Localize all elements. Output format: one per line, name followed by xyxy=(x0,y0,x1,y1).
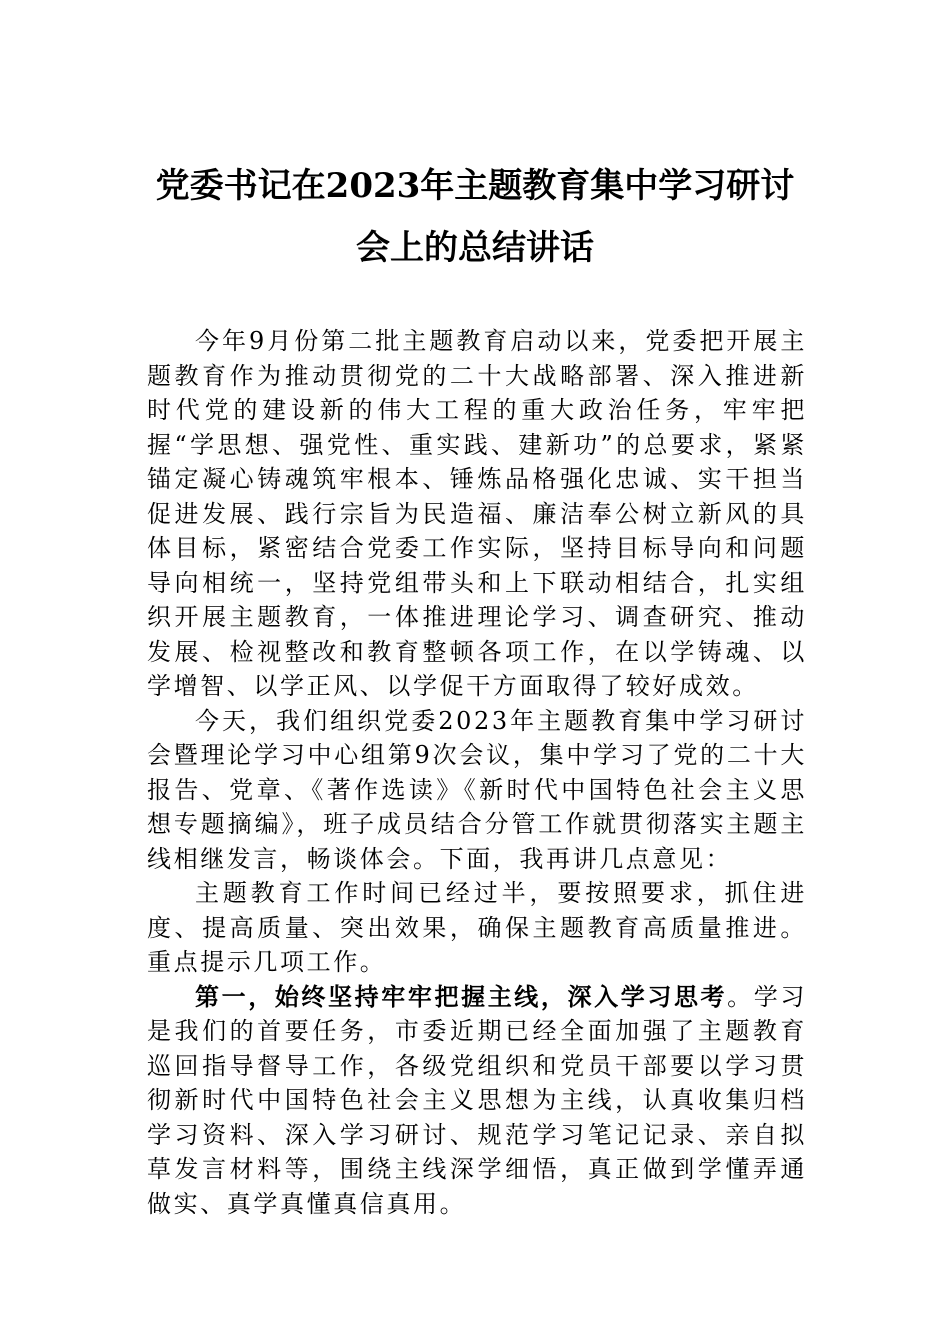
paragraph-text: 主题教育工作时间已经过半，要按照要求，抓住进度、提高质量、突出效果，确保主题教育高质量推进。重点提示几项工作。 xyxy=(147,879,807,976)
paragraph-first-point xyxy=(147,980,807,1222)
paragraph-meeting xyxy=(147,704,807,877)
paragraph-text: 。学习是我们的首要任务，市委近期已经全面加强了主题教育巡回指导督导工作，各级党组织和党员干部要以学习贯彻新时代中国特色社会主义思想为主线，认真收集归档学习资料、深入学习研讨、规范学习笔记记录、亲自拟草发言材料等，围绕主线深学细悟，真正做到学懂弄通做实、真学真懂真信真用。 xyxy=(147,982,807,1218)
title-line-1: 党委书记在2023年主题教育集中学习研讨 xyxy=(155,166,795,206)
document-body xyxy=(147,324,807,1221)
paragraph-overview xyxy=(147,876,807,980)
paragraph-text: 今年9月份第二批主题教育启动以来，党委把开展主题教育作为推动贯彻党的二十大战略部署、深入推进新时代党的建设新的伟大工程的重大政治任务，牢牢把握“学思想、强党性、重实践、建新功”的总要求，紧紧锚定凝心铸魂筑牢根本、锤炼品格强化忠诚、实干担当促进发展、践行宗旨为民造福、廉洁奉公树立新风的具体目标，紧密结合党委工作实际，坚持目标导向和问题导向相统一，坚持党组带头和上下联动相结合，扎实组织开展主题教育，一体推进理论学习、调查研究、推动发展、检视整改和教育整顿各项工作，在以学铸魂、以学增智、以学正风、以学促干方面取得了较好成效。 xyxy=(147,327,807,700)
title-line-2: 会上的总结讲话 xyxy=(356,228,594,268)
paragraph-lead-heading: 第一，始终坚持牢牢把握主线，深入学习思考 xyxy=(195,981,728,1011)
document-title xyxy=(120,155,830,279)
paragraph-intro xyxy=(147,324,807,704)
paragraph-text: 今天，我们组织党委2023年主题教育集中学习研讨会暨理论学习中心组第9次会议，集中学习了党的二十大报告、党章、《著作选读》《新时代中国特色社会主义思想专题摘编》，班子成员结合分管工作就贯彻落实主题主线相继发言，畅谈体会。下面，我再讲几点意见： xyxy=(147,706,807,873)
